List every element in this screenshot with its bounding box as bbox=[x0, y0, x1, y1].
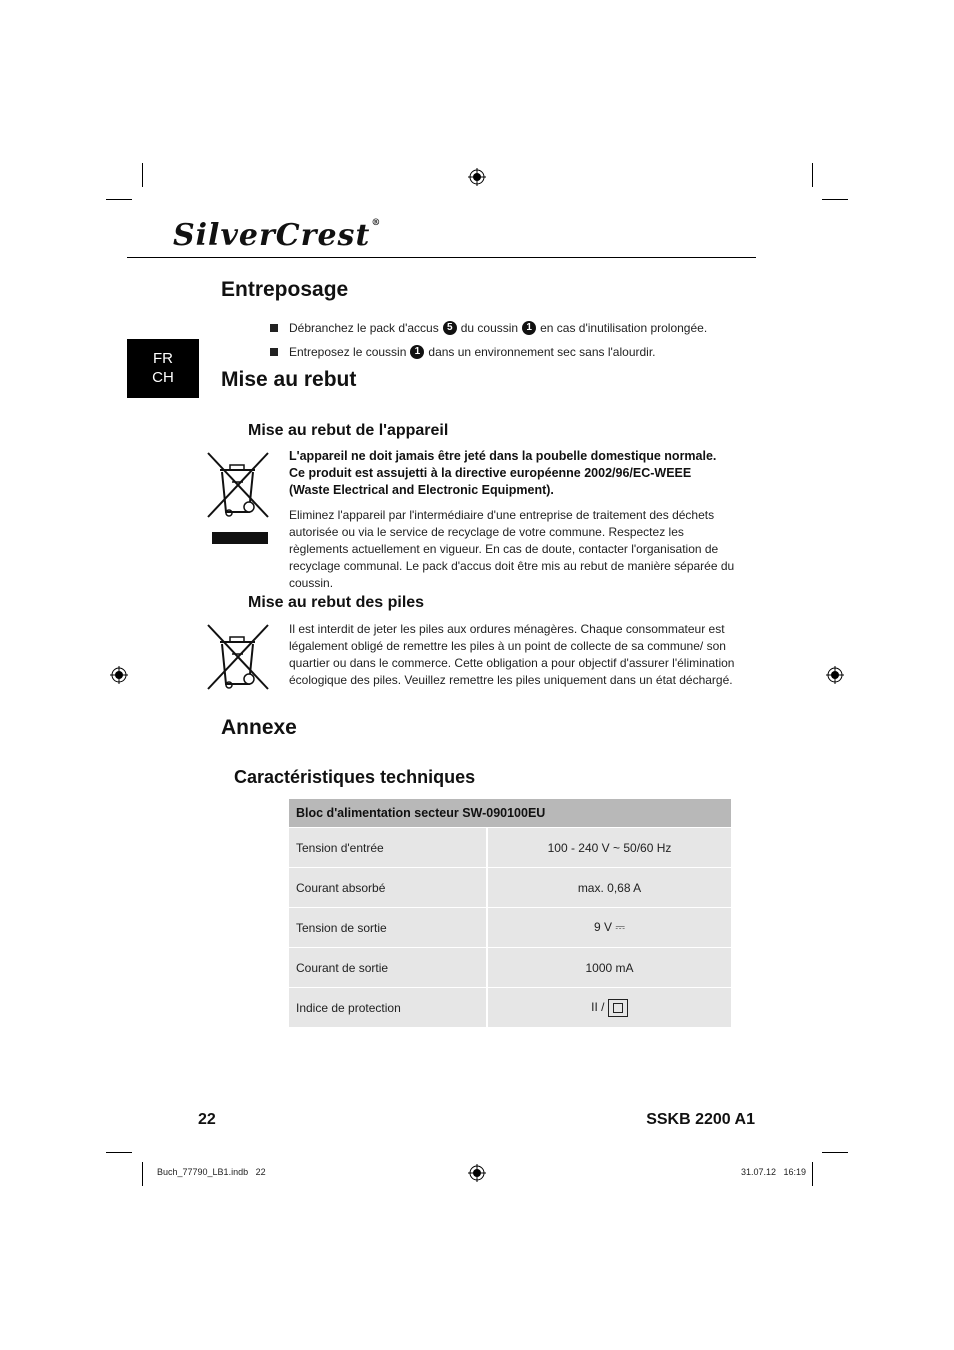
bullet-icon bbox=[270, 324, 278, 332]
device-disposal-text: Eliminez l'appareil par l'intermédiaire d'une entreprise de traitement des déchets autorisée ou via le service de recyclage de votre commune. Respectez les règlements actuellement en vigueur. En cas de doute, contacter l'organisation de recyclage communal. Le pack d'accus doit être mis au rebut de manière séparée du coussin. bbox=[289, 508, 735, 590]
page-number: 22 bbox=[198, 1111, 216, 1128]
item-number-badge: 1 bbox=[410, 345, 424, 359]
subheading-battery-disposal: Mise au rebut des piles bbox=[248, 594, 425, 611]
language-tab bbox=[127, 339, 199, 398]
crop-mark bbox=[822, 199, 848, 200]
table-row bbox=[289, 828, 731, 868]
section-heading-storage: Entreposage bbox=[221, 278, 349, 301]
subheading-device-disposal: Mise au rebut de l'appareil bbox=[248, 422, 449, 439]
section-heading-annex: Annexe bbox=[221, 716, 297, 739]
protection-class-ii-icon bbox=[608, 999, 628, 1017]
bin-underline-bar bbox=[212, 532, 268, 544]
specs-table bbox=[289, 799, 731, 1027]
list-item: Débranchez le pack d'accus 5 du coussin 1 en cas d'inutilisation prolongée. bbox=[270, 321, 707, 335]
country-code: CH bbox=[152, 369, 174, 386]
spec-value: 100 - 240 V ~ 50/60 Hz bbox=[487, 828, 731, 868]
table-row bbox=[289, 868, 731, 908]
crossed-out-bin-icon bbox=[205, 450, 271, 520]
battery-disposal-text: Il est interdit de jeter les piles aux ordures ménagères. Chaque consommateur est légalement obligé de remettre les piles à un point de collecte de sa commune/ son quartier ou dans le commerce. Cette obligation a pour objectif d'assurer l'élimination écologique des piles. Veuillez remettre les piles uniquement dans un état déchargé. bbox=[289, 622, 735, 687]
item-number-badge: 1 bbox=[522, 321, 536, 335]
list-item: Entreposez le coussin 1 dans un environnement sec sans l'alourdir. bbox=[270, 345, 656, 359]
bullet-icon bbox=[270, 348, 278, 356]
table-row bbox=[289, 948, 731, 988]
crop-mark bbox=[142, 163, 143, 187]
crop-mark bbox=[812, 1162, 813, 1186]
crop-mark bbox=[822, 1152, 848, 1153]
crop-mark bbox=[106, 1152, 132, 1153]
crop-mark bbox=[142, 1162, 143, 1186]
model-number: SSKB 2200 A1 bbox=[646, 1111, 755, 1128]
registration-mark-icon bbox=[468, 168, 486, 186]
spec-label: Tension d'entrée bbox=[289, 828, 487, 868]
print-file-info: Buch_77790_LB1.indb 22 bbox=[157, 1167, 266, 1177]
section-heading-disposal: Mise au rebut bbox=[221, 368, 357, 391]
table-header-row bbox=[289, 799, 731, 828]
spec-label: Indice de protection bbox=[289, 988, 487, 1028]
brand-logo: SilverCrest® bbox=[173, 218, 382, 253]
subheading-technical-specs: Caractéristiques techniques bbox=[234, 767, 476, 787]
registration-mark-icon bbox=[468, 1164, 486, 1182]
table-row bbox=[289, 908, 731, 948]
spec-label: Tension de sortie bbox=[289, 908, 487, 948]
spec-value: max. 0,68 A bbox=[487, 868, 731, 908]
spec-label: Courant absorbé bbox=[289, 868, 487, 908]
table-row bbox=[289, 988, 731, 1028]
spec-value: 9 V ⎓ bbox=[487, 908, 731, 948]
crop-mark bbox=[812, 163, 813, 187]
header-rule bbox=[127, 257, 756, 258]
spec-value: 1000 mA bbox=[487, 948, 731, 988]
table-title: Bloc d'alimentation secteur SW-090100EU bbox=[289, 799, 731, 828]
spec-value: II / bbox=[487, 988, 731, 1028]
language-code: FR bbox=[153, 350, 173, 367]
crop-mark bbox=[106, 199, 132, 200]
item-number-badge: 5 bbox=[443, 321, 457, 335]
print-datetime: 31.07.12 16:19 bbox=[740, 1167, 806, 1177]
spec-label: Courant de sortie bbox=[289, 948, 487, 988]
registration-mark-icon bbox=[110, 666, 128, 684]
registration-mark-icon bbox=[826, 666, 844, 684]
crossed-out-bin-icon bbox=[205, 622, 271, 692]
device-disposal-warning: L'appareil ne doit jamais être jeté dans la poubelle domestique normale. Ce produit est assujetti à la directive européenne 2002/96/EC-WEEE (Waste Electrical and Electronic Equipment). bbox=[289, 449, 717, 497]
